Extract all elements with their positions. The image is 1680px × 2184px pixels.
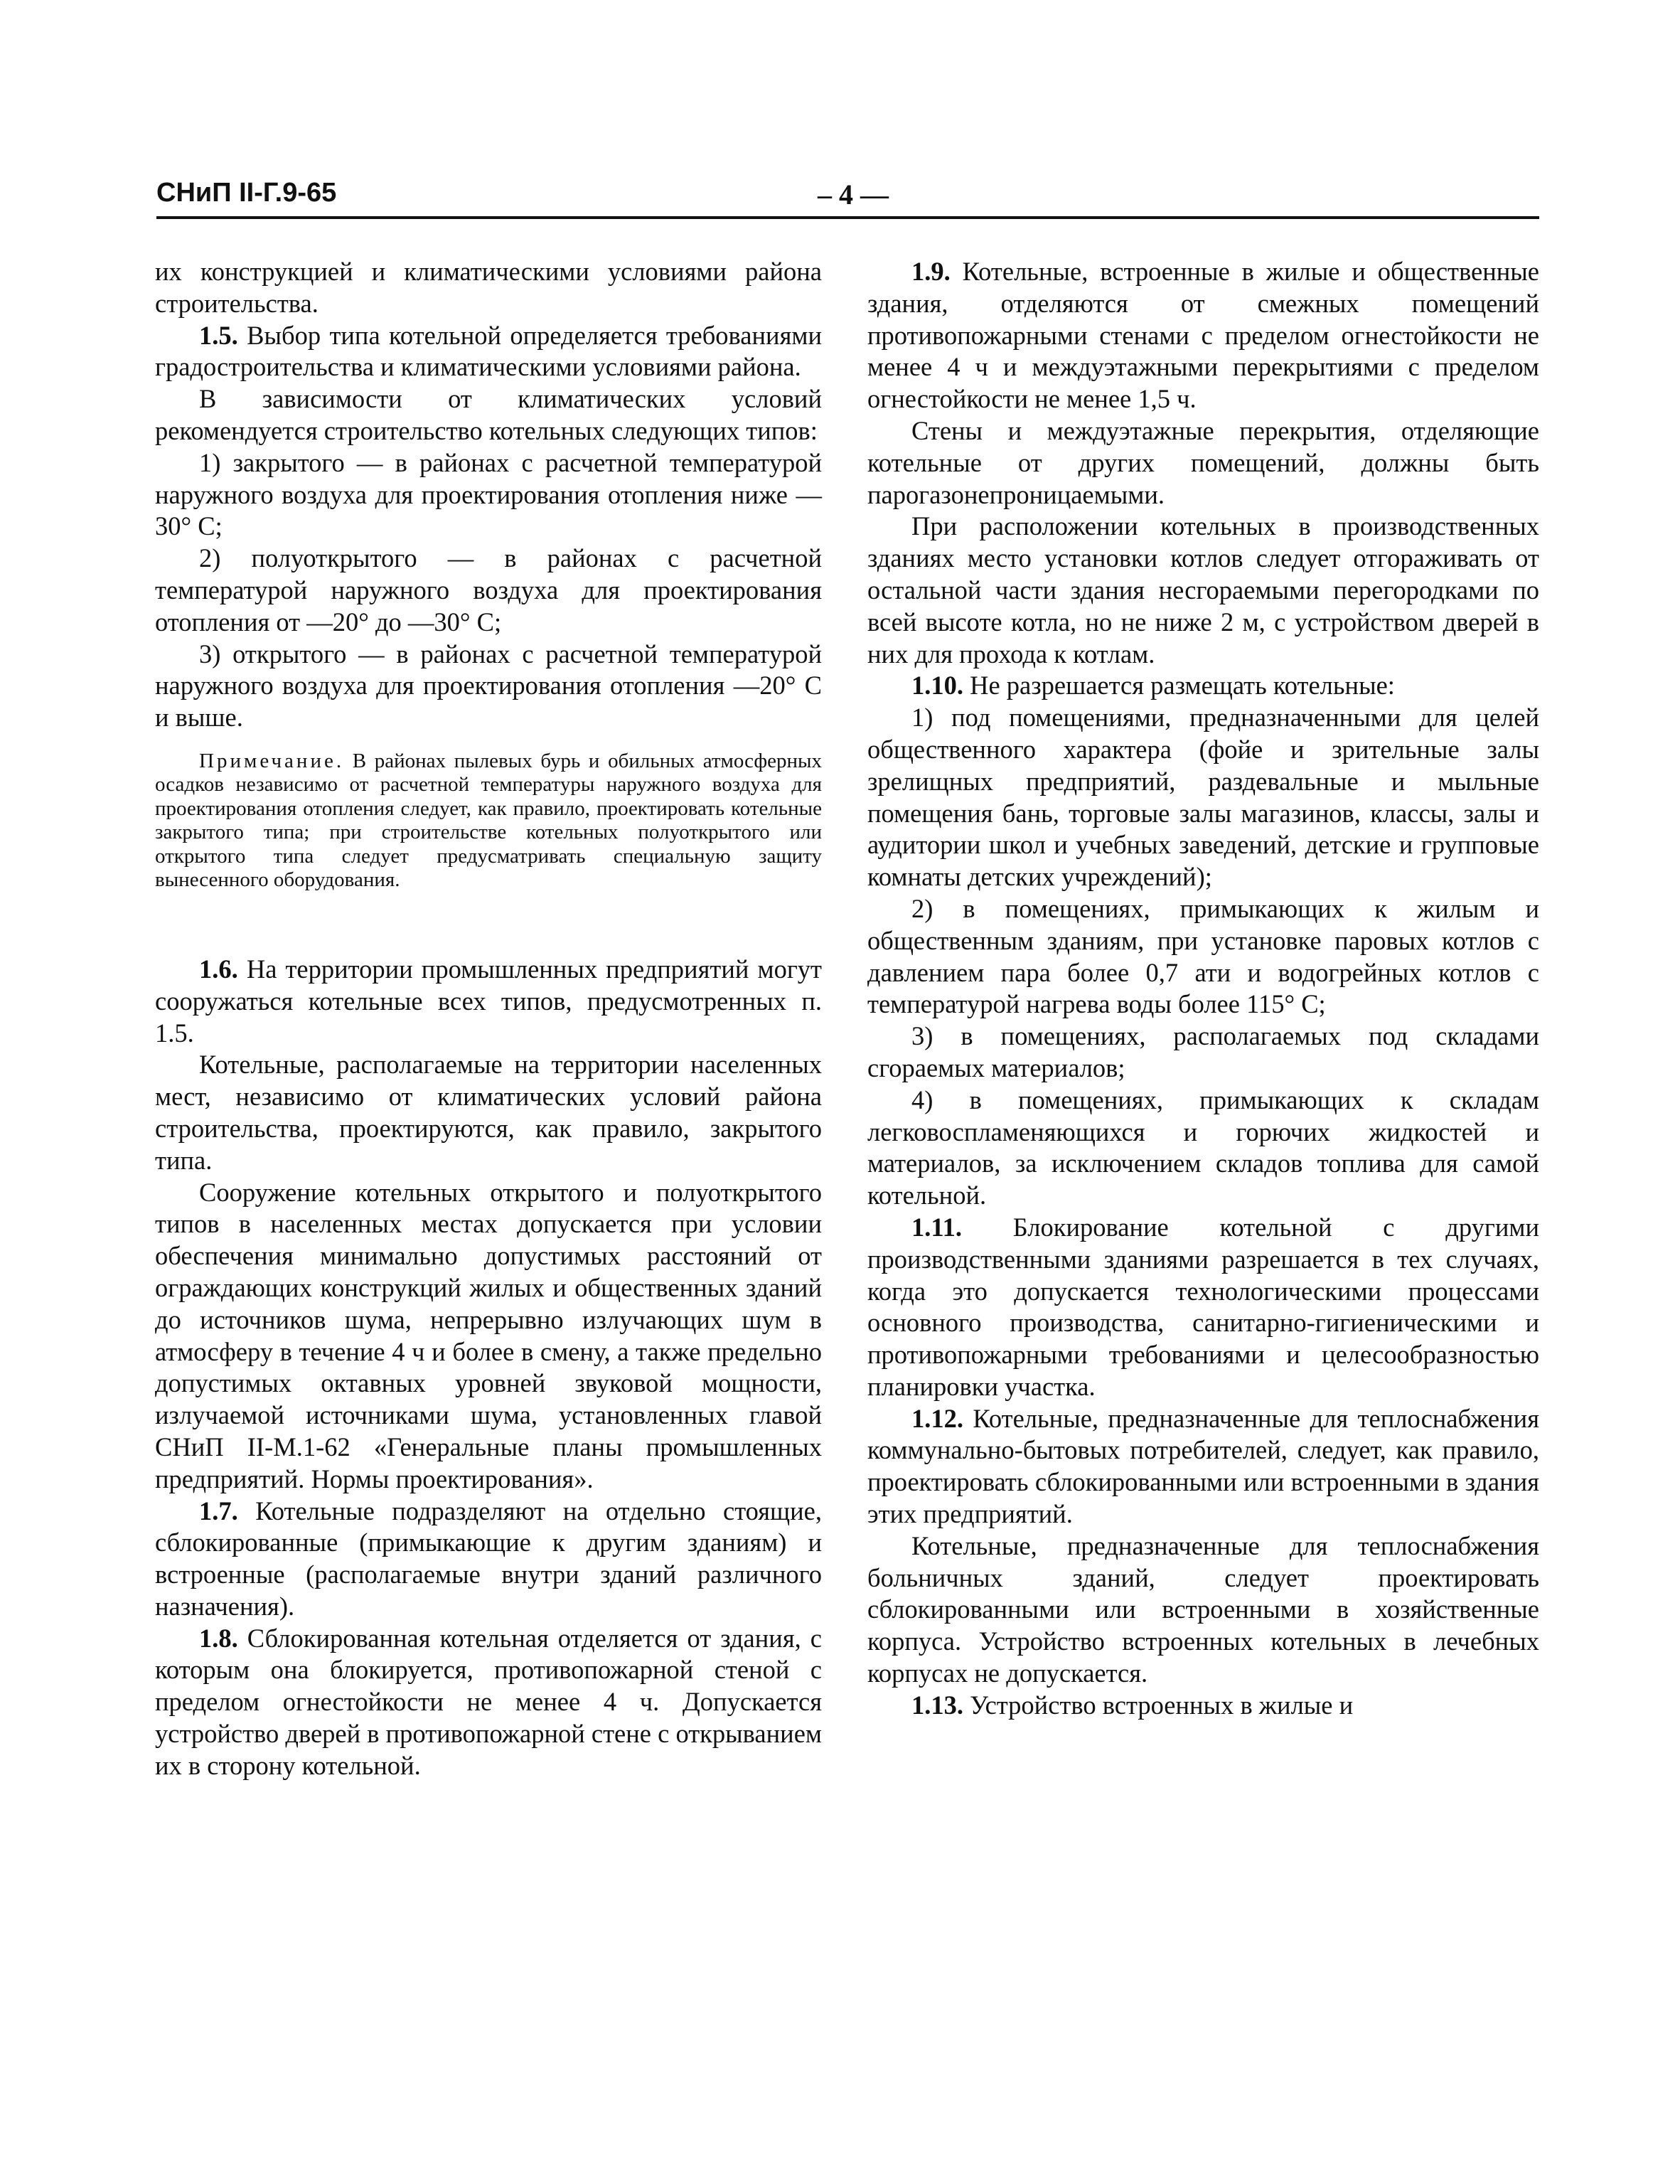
clause-number: 1.8. <box>199 1623 238 1653</box>
clause-number: 1.5. <box>199 320 238 350</box>
clause-1-6 <box>155 954 822 1049</box>
left-column <box>155 256 822 1782</box>
paragraph: Сооружение котельных открытого и полуоткрытого типов в населенных местах допускается при условии обеспечения минимально допустимых расстояний от ограждающих конструкций жилых и общественных зданий до источников шума, непрерывно излучающих шум в атмосферу в течение 4 ч и более в смену, а также предельно допустимых октавных уровней звуковой мощности, излучаемой источниками шума, установленных главой СНиП II-М.1-62 «Генеральные планы промышленных предприятий. Нормы проектирования». <box>155 1177 822 1493</box>
clause-number: 1.13. <box>911 1690 963 1720</box>
paragraph: Котельные, предназначенные для теплоснабжения больничных зданий, следует проектировать сблокированными или встроенными в хозяйственные корпуса. Устройство встроенных котельных в лечебных корпусах не допускается. <box>867 1530 1539 1688</box>
paragraph: Котельные, располагаемые на территории населенных мест, независимо от климатических условий района строительства, проектируются, как правило, закрытого типа. <box>155 1050 822 1175</box>
clause-1-11 <box>867 1212 1539 1403</box>
list-item: 1) закрытого — в районах с расчетной температурой наружного воздуха для проектирования отопления ниже —30° С; <box>155 447 822 541</box>
clause-text: Котельные, встроенные в жилые и общественные здания, отделяются от смежных помещений противопожарными стенами с пределом огнестойкости не менее 4 ч и междуэтажными перекрытиями с пределом огнестойкости не менее 1,5 ч. <box>867 257 1539 414</box>
list-item: 2) полуоткрытого — в районах с расчетной температурой наружного воздуха для проектирования отопления от —20° до —30° С; <box>155 543 822 636</box>
clause-1-8 <box>155 1623 822 1782</box>
clause-number: 1.9. <box>911 257 951 286</box>
clause-number: 1.10. <box>911 671 963 701</box>
clause-text: Сблокированная котельная отделяется от здания, с которым она блокируется, противопожарной стеной с пределом огнестойкости не менее 4 ч. Допускается устройство дверей в противопожарной стене с открыванием их в сторону котельной. <box>155 1623 822 1780</box>
clause-text: Блокирование котельной с другими производственными зданиями разрешается в тех случаях, когда это допускается технологическими процессами основного производства, санитарно-гигиеническими и противопожарными требованиями и целесообразностью планировки участка. <box>867 1212 1539 1401</box>
clause-text: На территории промышленных предприятий могут сооружаться котельные всех типов, предусмотренных п. 1.5. <box>155 954 822 1048</box>
note <box>155 750 822 893</box>
clause-number: 1.6. <box>199 954 238 984</box>
note-text: В районах пылевых бурь и обильных атмосферных осадков независимо от расчетной температуры наружного воздуха для проектирования отопления следует, как правило, проектировать котельные закрытого типа; при строительстве котельных полуоткрытого или открытого типа следует предусматривать специальную защиту вынесенного оборудования. <box>155 749 822 892</box>
note-label: Примечание. <box>199 749 345 772</box>
clause-number: 1.7. <box>199 1496 238 1525</box>
right-column <box>867 256 1539 1722</box>
clause-1-10 <box>867 670 1539 702</box>
paragraph: При расположении котельных в производственных зданиях место установки котлов следует отгораживать от остальной части здания несгораемыми перегородками по всей высоте котла, но не ниже 2 м, с устройством дверей в них для прохода к котлам. <box>867 511 1539 668</box>
clause-1-13 <box>867 1690 1539 1722</box>
header-rule <box>156 216 1539 219</box>
clause-text: Котельные подразделяют на отдельно стоящие, сблокированные (примыкающие к другим зданиям) и встроенные (располагаемые внутри зданий различного назначения). <box>155 1496 822 1621</box>
paragraph: Стены и междуэтажные перекрытия, отделяющие котельные от других помещений, должны быть парогазонепроницаемыми. <box>867 415 1539 509</box>
document-code: СНиП II-Г.9-65 <box>156 178 337 208</box>
clause-text: Не разрешается размещать котельные: <box>963 671 1395 701</box>
clause-1-12 <box>867 1403 1539 1530</box>
clause-text: Устройство встроенных в жилые и <box>963 1690 1354 1720</box>
paragraph: В зависимости от климатических условий рекомендуется строительство котельных следующих типов: <box>155 384 822 445</box>
paragraph-continuation: их конструкцией и климатическими условиями района строительства. <box>155 257 822 318</box>
clause-1-9 <box>867 256 1539 415</box>
list-item: 4) в помещениях, примыкающих к складам легковоспламеняющихся и горючих жидкостей и материалов, за исключением складов топлива для самой котельной. <box>867 1085 1539 1210</box>
list-item: 3) открытого — в районах с расчетной температурой наружного воздуха для проектирования отопления —20° С и выше. <box>155 639 822 733</box>
list-item: 2) в помещениях, примыкающих к жилым и общественным зданиям, при установке паровых котлов с давлением пара более 0,7 ати и водогрейных котлов с температурой нагрева воды более 115° С; <box>867 893 1539 1019</box>
list-item: 1) под помещениями, предназначенными для целей общественного характера (фойе и зрительные залы зрелищных предприятий, раздевальные и мыльные помещения бань, торговые залы магазинов, классы, залы и аудитории школ и учебных заведений, детские и групповые комнаты детских учреждений); <box>867 703 1539 892</box>
clause-number: 1.12. <box>911 1403 963 1433</box>
page-number: – 4 — <box>818 179 889 211</box>
list-item: 3) в помещениях, располагаемых под складами сгораемых материалов; <box>867 1021 1539 1082</box>
clause-text: Котельные, предназначенные для теплоснабжения коммунально-бытовых потребителей, следует, как правило, проектировать сблокированными или встроенными в здания этих предприятий. <box>867 1403 1539 1529</box>
page-header <box>156 178 1539 220</box>
clause-1-5 <box>155 320 822 384</box>
clause-text: Выбор типа котельной определяется требованиями градостроительства и климатическими условиями района. <box>155 320 822 382</box>
clause-1-7 <box>155 1496 822 1623</box>
clause-number: 1.11. <box>911 1212 962 1242</box>
